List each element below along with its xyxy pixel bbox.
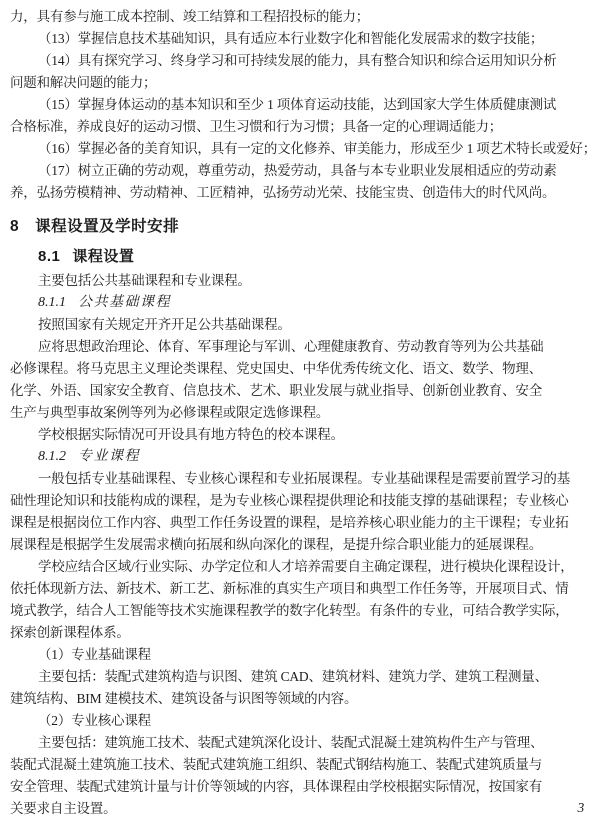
body-line: 按照国家有关规定开齐开足公共基础课程。	[38, 317, 291, 332]
body-line: 展课程是根据学生发展需求横向拓展和纵向深化的课程，是提升综合职业能力的延展课程。	[10, 537, 542, 552]
body-line: 装配式混凝土建筑施工技术、装配式建筑施工组织、装配式钢结构施工、装配式建筑质量与	[10, 757, 542, 772]
subsection-title: 课程设置	[72, 248, 135, 265]
body-line: 力，具有参与施工成本控制、竣工结算和工程招投标的能力；	[10, 9, 370, 24]
body-line: 学校应结合区域/行业实际、办学定位和人才培养需要自主确定课程，进行模块化课程设计，	[38, 559, 574, 574]
body-line: 问题和解决问题的能力；	[10, 75, 157, 90]
body-line: （16）掌握必备的美育知识，具有一定的文化修养、审美能力，形成至少 1 项艺术特长或爱好；	[38, 141, 596, 156]
body-line: （15）掌握身体运动的基本知识和至少 1 项体育运动技能，达到国家大学生体质健康测试	[38, 97, 557, 112]
section-heading	[10, 215, 602, 239]
body-line: 课程是根据岗位工作内容、典型工作任务设置的课程，是培养核心职业能力的主干课程；专业拓	[10, 515, 569, 530]
subsubsection-title: 专业课程	[78, 449, 140, 464]
subsubsection-heading	[10, 446, 602, 468]
subsection-number: 8.1	[38, 248, 61, 265]
section-title: 课程设置及学时安排	[35, 218, 180, 235]
body-line: 必修课程。将马克思主义理论类课程、党史国史、中华优秀传统文化、语文、数学、物理、	[10, 361, 542, 376]
body-line: （13）掌握信息技术基础知识，具有适应本行业数字化和智能化发展需求的数字技能；	[38, 31, 544, 46]
body-line: 探索创新课程体系。	[10, 625, 130, 640]
body-line: 应将思想政治理论、体育、军事理论与军训、心理健康教育、劳动教育等列为公共基础	[38, 339, 544, 354]
body-line: 一般包括专业基础课程、专业核心课程和专业拓展课程。专业基础课程是需要前置学习的基	[38, 471, 570, 486]
body-line: 化学、外语、国家安全教育、信息技术、艺术、职业发展与就业指导、创新创业教育、安全	[10, 383, 542, 398]
list-item-heading: （2）专业核心课程	[38, 713, 151, 728]
body-line: 建筑结构、BIM 建模技术、建筑设备与识图等领域的内容。	[10, 691, 358, 706]
body-line: （14）具有探究学习、终身学习和可持续发展的能力，具有整合知识和综合运用知识分析	[38, 53, 557, 68]
body-line: 学校根据实际情况可开设具有地方特色的校本课程。	[38, 427, 344, 442]
body-line: 主要包括公共基础课程和专业课程。	[38, 273, 251, 288]
body-line: 主要包括：建筑施工技术、装配式建筑深化设计、装配式混凝土建筑构件生产与管理、	[38, 735, 544, 750]
body-line: 主要包括：装配式建筑构造与识图、建筑 CAD、建筑材料、建筑力学、建筑工程测量、	[38, 669, 548, 684]
body-line: 础性理论知识和技能构成的课程，是为专业核心课程提供理论和技能支撑的基础课程；专业核心	[10, 493, 569, 508]
page-number: 3	[577, 800, 584, 815]
body-line: 境式教学，结合人工智能等技术实施课程教学的数字化转型。有条件的专业，可结合教学实际，	[10, 603, 569, 618]
body-line: 依托体现新方法、新技术、新工艺、新标准的真实生产项目和典型工作任务等，开展项目式、情	[10, 581, 569, 596]
subsubsection-number: 8.1.2	[38, 449, 66, 464]
subsubsection-heading	[10, 292, 602, 314]
body-line: （17）树立正确的劳动观，尊重劳动，热爱劳动，具备与本专业职业发展相适应的劳动素	[38, 163, 557, 178]
body-line: 生产与典型事故案例等列为必修课程或限定选修课程。	[10, 405, 330, 420]
body-line: 安全管理、装配式建筑计量与计价等领域的内容，具体课程由学校根据实际情况，按国家有	[10, 779, 542, 794]
list-item-heading: （1）专业基础课程	[38, 647, 151, 662]
body-line: 养，弘扬劳模精神、劳动精神、工匠精神，弘扬劳动光荣、技能宝贵、创造伟大的时代风尚。	[10, 185, 556, 200]
section-number: 8	[10, 218, 20, 235]
subsubsection-number: 8.1.1	[38, 295, 66, 310]
subsection-heading	[10, 246, 602, 268]
body-line: 合格标准，养成良好的运动习惯、卫生习惯和行为习惯；具备一定的心理调适能力；	[10, 119, 503, 134]
subsubsection-title: 公共基础课程	[78, 295, 171, 310]
body-line: 关要求自主设置。	[10, 801, 117, 816]
